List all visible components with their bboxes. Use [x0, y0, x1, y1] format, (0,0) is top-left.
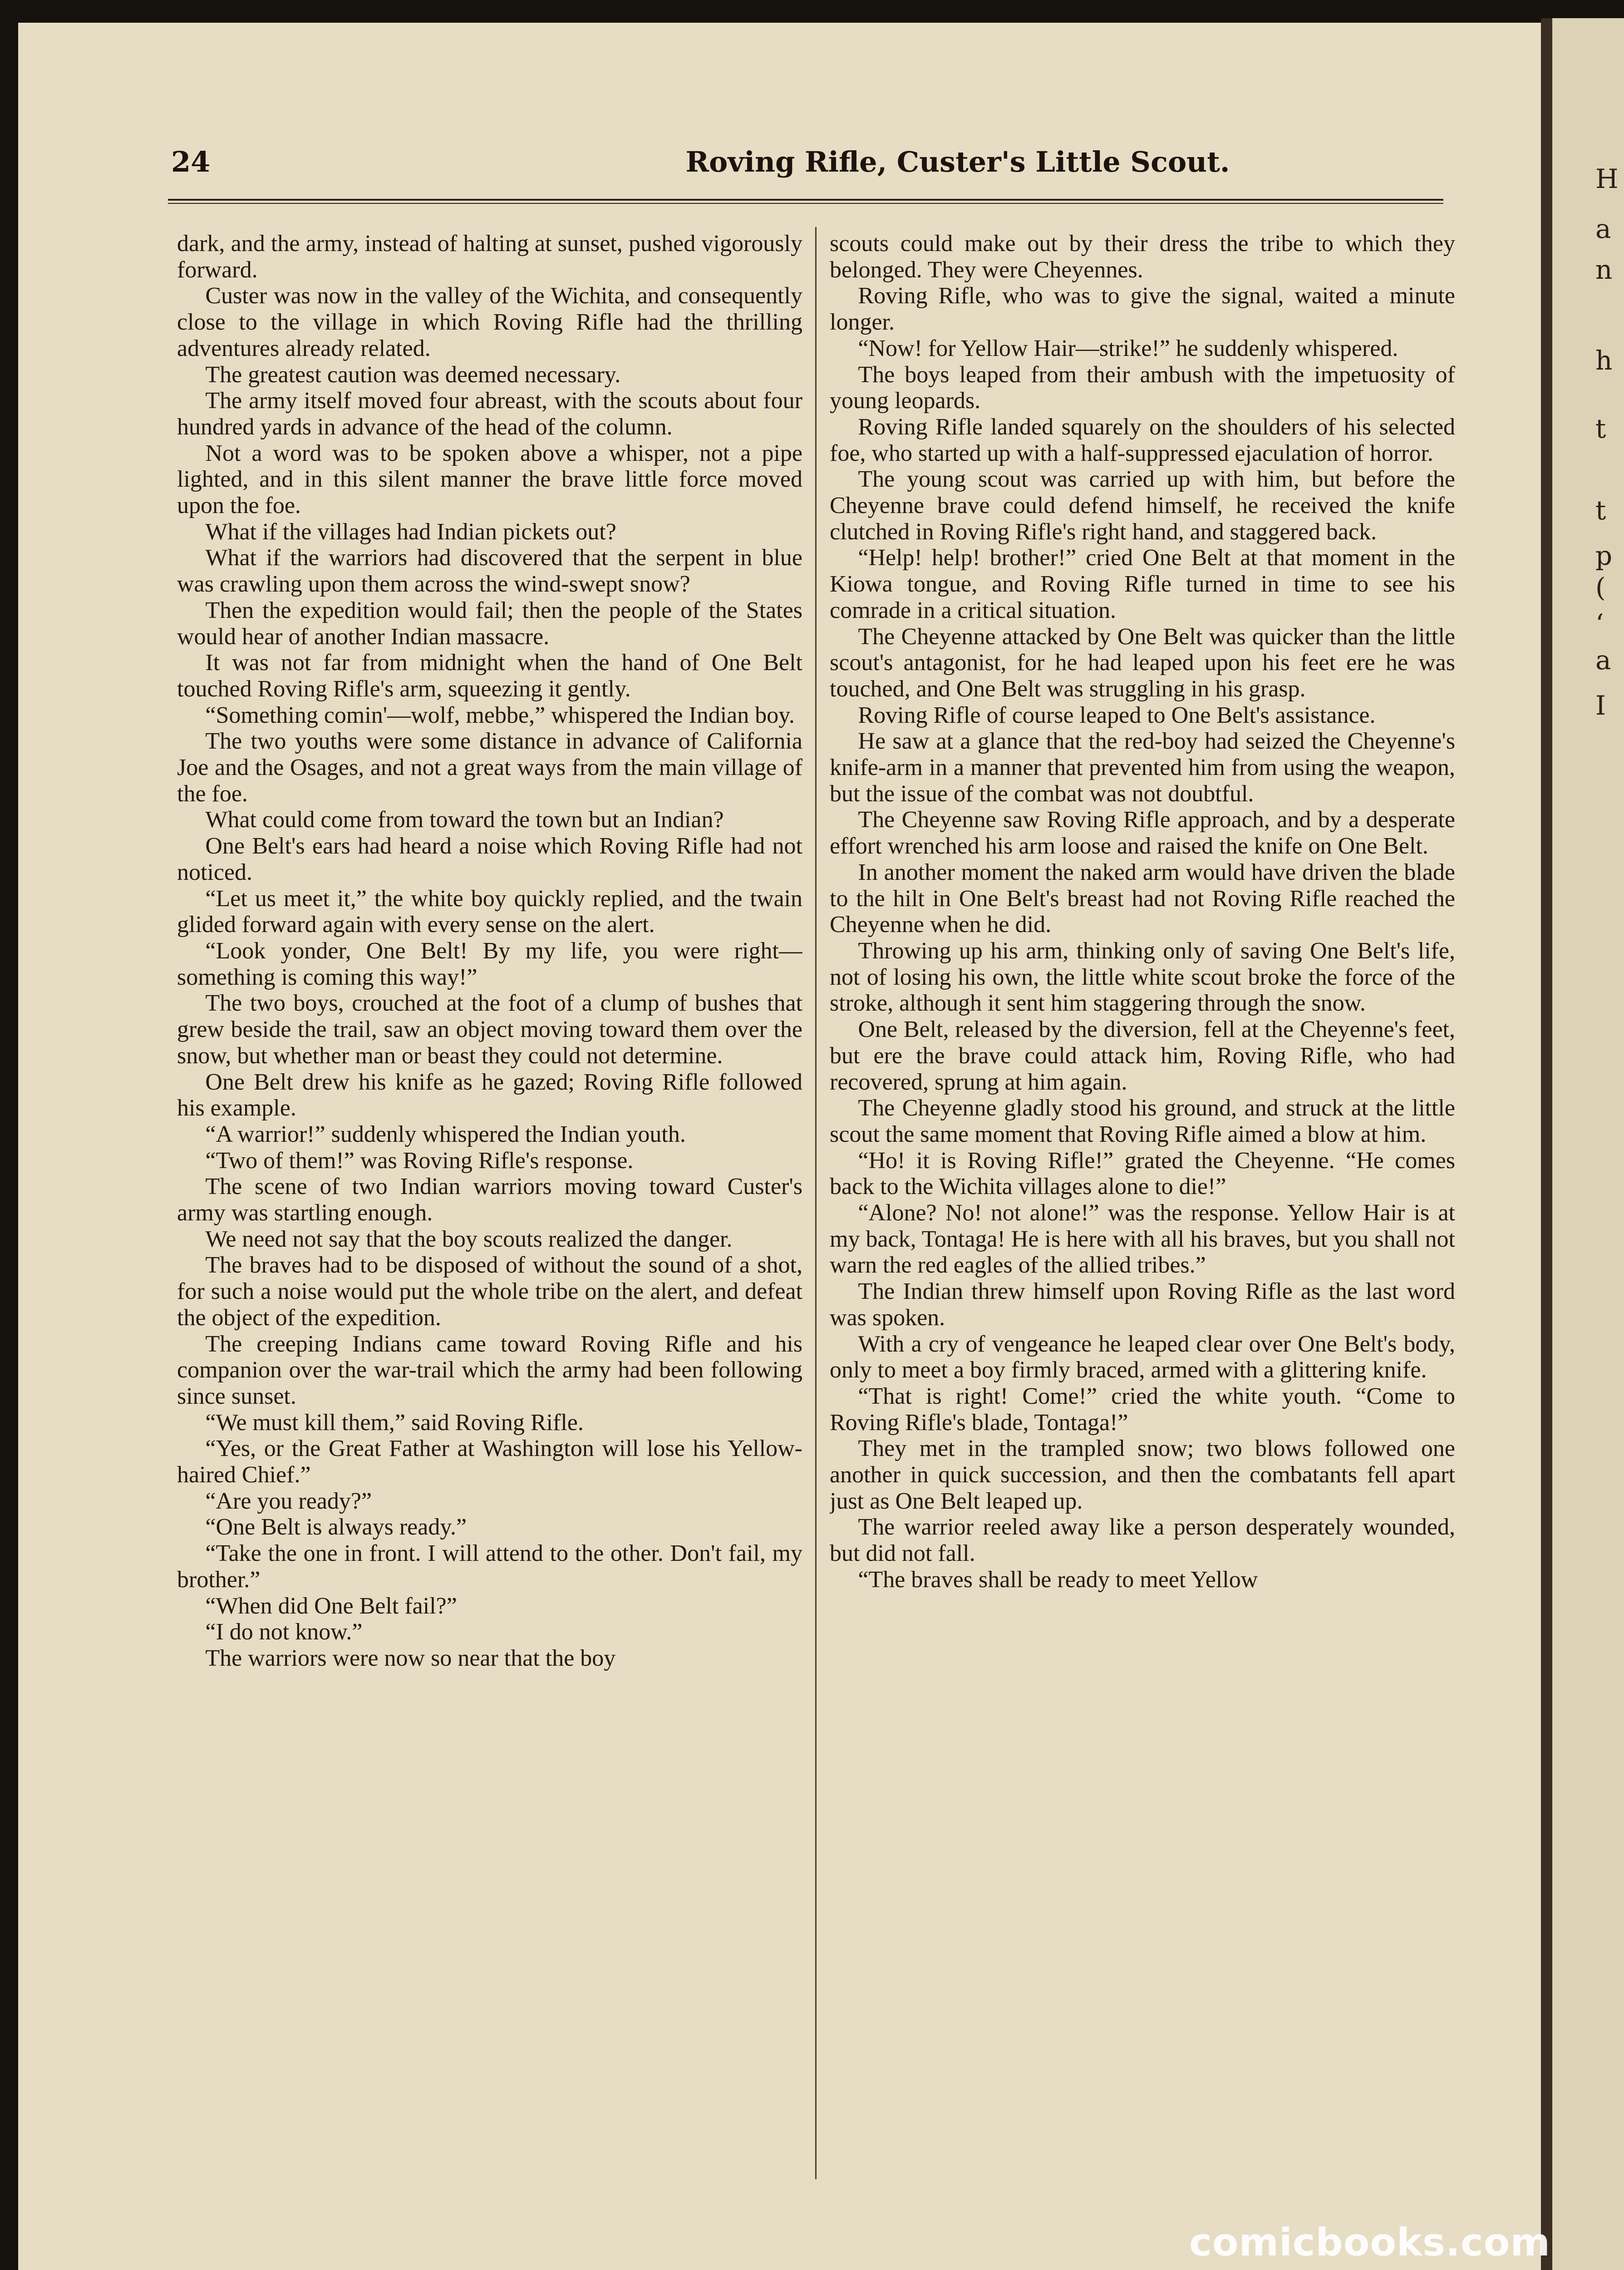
facing-page-letter: ( [1595, 572, 1606, 603]
paragraph: “Something comin'—wolf, mebbe,” whispered the Indian boy. [205, 702, 795, 728]
facing-page-letter: a [1595, 645, 1611, 676]
paragraph: Then the expedition would fail; then the people of the States would hear of another Indian massacre. [177, 597, 802, 650]
facing-page-letter: n [1595, 254, 1613, 285]
paragraph: We need not say that the boy scouts realized the danger. [205, 1226, 733, 1252]
paragraph: “That is right! Come!” cried the white youth. “Come to Roving Rifle's blade, Tontaga!” [830, 1383, 1455, 1436]
paragraph: Not a word was to be spoken above a whisper, not a pipe lighted, and in this silent manner the brave little force moved upon the foe. [177, 440, 802, 519]
paragraph: The young scout was carried up with him, but before the Cheyenne brave could defend himself, he received the knife clutched in Roving Rifle's right hand, and staggered back. [830, 466, 1455, 545]
paragraph: “Now! for Yellow Hair—strike!” he suddenly whispered. [858, 335, 1398, 361]
paragraph: “We must kill them,” said Roving Rifle. [205, 1409, 584, 1436]
paragraph: One Belt's ears had heard a noise which Roving Rifle had not noticed. [177, 833, 802, 885]
page-number: 24 [171, 145, 211, 178]
paragraph: The Cheyenne saw Roving Rifle approach, and by a desperate effort wrenched his arm loose and raised the knife on One Belt. [830, 807, 1455, 859]
facing-page-letter: t [1595, 413, 1606, 444]
header-rule [168, 199, 1443, 201]
paragraph: The warrior reeled away like a person desperately wounded, but did not fall. [830, 1514, 1455, 1567]
paragraph: “I do not know.” [205, 1619, 363, 1645]
paragraph: Custer was now in the valley of the Wichita, and consequently close to the village in which Roving Rifle had the thrilling adventures already related. [177, 283, 802, 361]
paragraph: The warriors were now so near that the boy [205, 1645, 616, 1671]
paragraph: What if the villages had Indian pickets out? [205, 518, 616, 545]
paragraph: Roving Rifle landed squarely on the shoulders of his selected foe, who started up with a half-suppressed ejaculation of horror. [830, 414, 1455, 466]
paragraph: The scene of two Indian warriors moving toward Custer's army was startling enough. [177, 1174, 802, 1226]
paragraph: “Let us meet it,” the white boy quickly replied, and the twain glided forward again with every sense on the alert. [177, 885, 802, 938]
paragraph: The boys leaped from their ambush with the impetuosity of young leopards. [830, 361, 1455, 414]
facing-page-letter: H [1595, 163, 1619, 194]
paragraph: “The braves shall be ready to meet Yellow [858, 1566, 1258, 1593]
paragraph: “Yes, or the Great Father at Washington will lose his Yellow-haired Chief.” [177, 1436, 802, 1488]
paragraph: One Belt, released by the diversion, fell at the Cheyenne's feet, but ere the brave could attack him, Roving Rifle, who had recovered, sprung at him again. [830, 1017, 1455, 1095]
paragraph: The Indian threw himself upon Roving Rifle as the last word was spoken. [830, 1278, 1455, 1331]
paragraph: dark, and the army, instead of halting at sunset, pushed vigorously forward. [177, 231, 802, 283]
paragraph: What could come from toward the town but an Indian? [205, 807, 724, 833]
paragraph: The braves had to be disposed of without the sound of a shot, for such a noise would put the whole tribe on the alert, and defeat the object of the expedition. [177, 1252, 802, 1331]
facing-page-letter: h [1595, 345, 1613, 376]
facing-page-letter: I [1595, 690, 1606, 721]
paragraph: “Help! help! brother!” cried One Belt at that moment in the Kiowa tongue, and Roving Rifle turned in time to see his comrade in a critical situation. [830, 545, 1455, 623]
paragraph: With a cry of vengeance he leaped clear over One Belt's body, only to meet a boy firmly braced, armed with a glittering knife. [830, 1331, 1455, 1383]
facing-page-letter: p [1595, 540, 1613, 571]
facing-page-edge [1552, 18, 1624, 2270]
paragraph: Throwing up his arm, thinking only of saving One Belt's life, not of losing his own, the little white scout broke the force of the stroke, although it sent him staggering through the snow. [830, 938, 1455, 1017]
paragraph: The army itself moved four abreast, with the scouts about four hundred yards in advance of the head of the column. [177, 388, 802, 440]
header-rule-thin [168, 203, 1443, 204]
paragraph: One Belt drew his knife as he gazed; Roving Rifle followed his example. [177, 1069, 802, 1121]
paragraph: The greatest caution was deemed necessary. [205, 361, 621, 388]
paragraph: “One Belt is always ready.” [205, 1514, 467, 1540]
paragraph: “A warrior!” suddenly whispered the Indian youth. [205, 1121, 686, 1147]
facing-page-letter: a [1595, 213, 1611, 244]
column-divider [815, 227, 817, 2179]
paragraph: “Two of them!” was Roving Rifle's response. [205, 1147, 634, 1174]
paragraph: Roving Rifle of course leaped to One Belt's assistance. [858, 702, 1376, 728]
paragraph: The Cheyenne gladly stood his ground, and struck at the little scout the same moment that Roving Rifle aimed a blow at him. [830, 1095, 1455, 1147]
text-column-right [830, 231, 1455, 2156]
watermark: comicbooks.com [1189, 2220, 1550, 2265]
paragraph: The two boys, crouched at the foot of a clump of bushes that grew beside the trail, saw an object moving toward them over the snow, but whether man or beast they could not determine. [177, 990, 802, 1069]
paragraph: “Alone? No! not alone!” was the response. Yellow Hair is at my back, Tontaga! He is here with all his braves, but you shall not warn the red eagles of the allied tribes.” [830, 1200, 1455, 1278]
text-column-left [177, 231, 802, 2156]
paragraph: In another moment the naked arm would have driven the blade to the hilt in One Belt's breast had not Roving Rifle reached the Cheyenne when he did. [830, 859, 1455, 938]
paragraph: “Are you ready?” [205, 1488, 372, 1514]
paragraph: “When did One Belt fail?” [205, 1593, 457, 1619]
paragraph: “Ho! it is Roving Rifle!” grated the Cheyenne. “He comes back to the Wichita villages alone to die!” [830, 1147, 1455, 1200]
paragraph: Roving Rifle, who was to give the signal, waited a minute longer. [830, 283, 1455, 336]
paragraph: “Take the one in front. I will attend to the other. Don't fail, my brother.” [177, 1540, 802, 1593]
facing-page-letter: t [1595, 495, 1606, 526]
paragraph: What if the warriors had discovered that the serpent in blue was crawling upon them across the wind-swept snow? [177, 545, 802, 597]
facing-page-letter: ‘ [1595, 608, 1604, 639]
paragraph: The Cheyenne attacked by One Belt was quicker than the little scout's antagonist, for he had leaped upon his feet ere he was touched, and One Belt was struggling in his grasp. [830, 623, 1455, 702]
paragraph: The two youths were some distance in advance of California Joe and the Osages, and not a great ways from the main village of the foe. [177, 728, 802, 807]
paragraph: It was not far from midnight when the hand of One Belt touched Roving Rifle's arm, squeezing it gently. [177, 650, 802, 702]
paragraph: They met in the trampled snow; two blows followed one another in quick succession, and then the combatants fell apart just as One Belt leaped up. [830, 1436, 1455, 1514]
paragraph: “Look yonder, One Belt! By my life, you were right—something is coming this way!” [177, 938, 802, 990]
paragraph: scouts could make out by their dress the tribe to which they belonged. They were Cheyennes. [830, 231, 1455, 283]
running-head: Roving Rifle, Custer's Little Scout. [685, 145, 1230, 178]
paragraph: The creeping Indians came toward Roving Rifle and his companion over the war-trail which the army had been following since sunset. [177, 1331, 802, 1409]
paragraph: He saw at a glance that the red-boy had seized the Cheyenne's knife-arm in a manner that prevented him from using the weapon, but the issue of the combat was not doubtful. [830, 728, 1455, 807]
